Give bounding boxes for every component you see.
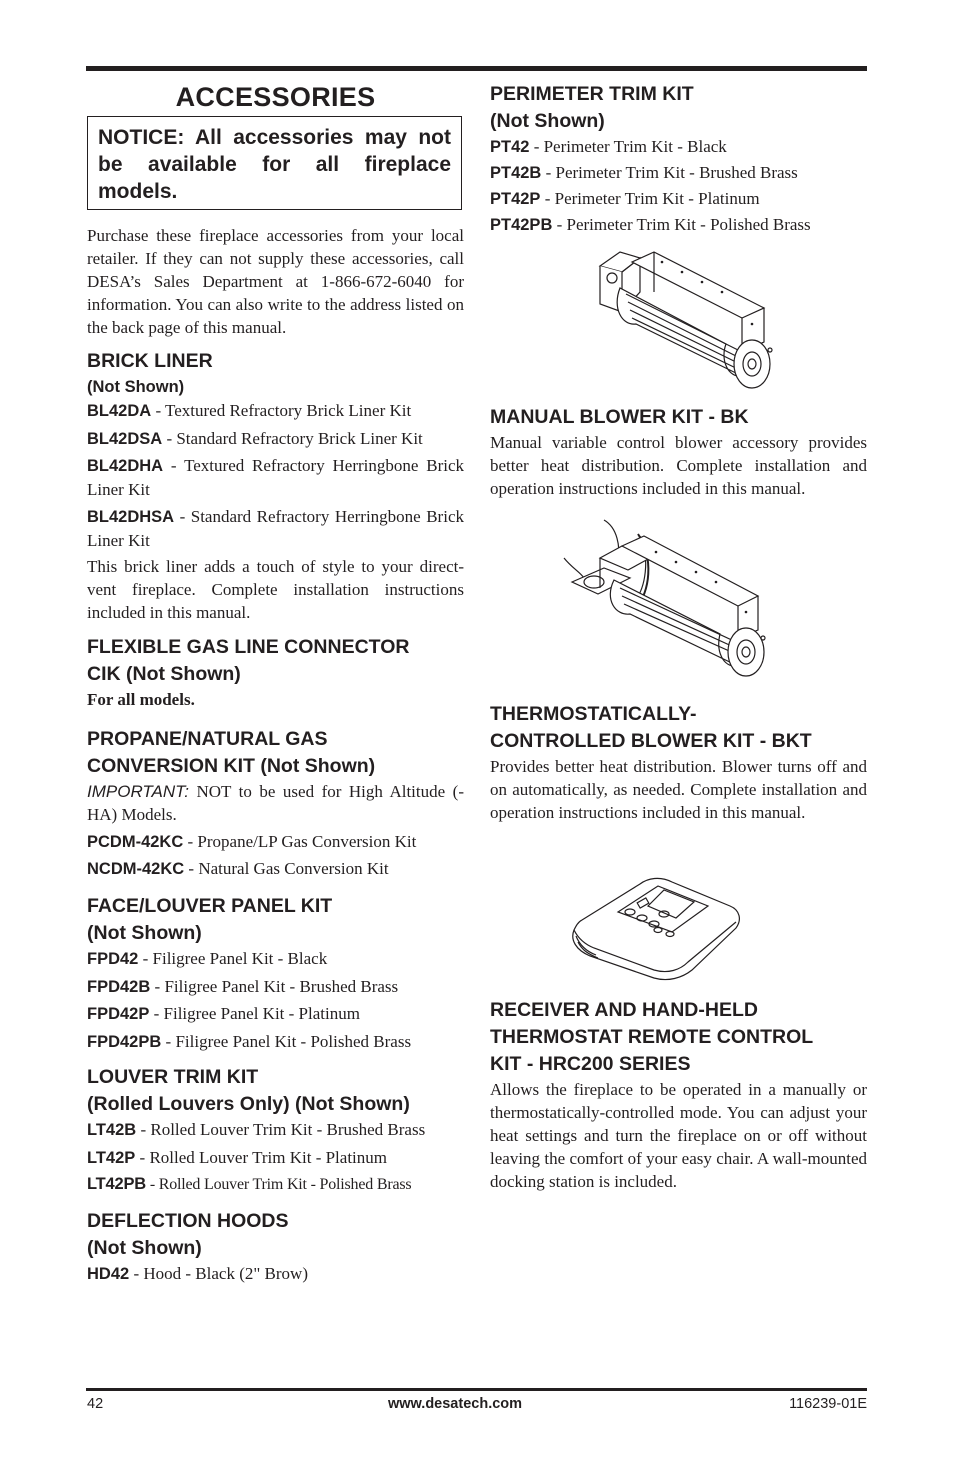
item-code: NCDM-42KC xyxy=(87,860,185,878)
section-flex-gas xyxy=(87,634,464,711)
notice-box: NOTICE: All accessories may not be available for all fireplace models. xyxy=(87,116,462,210)
section-heading: THERMOSTAT REMOTE CONTROL xyxy=(490,1026,814,1048)
item-code: LT42B xyxy=(87,1121,137,1139)
section-subheading: (Not Shown) xyxy=(87,378,185,396)
section-heading: THERMOSTATICALLY- xyxy=(490,703,697,725)
item-desc: - Rolled Louver Trim Kit - Platinum xyxy=(135,1147,387,1167)
item-desc: - Filigree Panel Kit - Platinum xyxy=(149,1004,360,1023)
section-heading: CONVERSION KIT (Not Shown) xyxy=(87,755,376,777)
list-item xyxy=(87,1262,464,1286)
item-desc: - Standard Refractory Brick Liner Kit xyxy=(162,428,423,448)
list-item xyxy=(87,427,464,451)
section-perimeter xyxy=(490,81,867,239)
top-rule xyxy=(86,66,867,71)
section-louver-trim xyxy=(87,1064,467,1200)
section-heading: FLEXIBLE GAS LINE CONNECTOR xyxy=(87,636,410,658)
section-heading: DEFLECTION HOODS xyxy=(87,1210,289,1232)
item-code: FPD42PB xyxy=(87,1032,162,1051)
list-item xyxy=(87,1030,464,1054)
item-code: FPD42B xyxy=(87,977,151,996)
item-code: BL42DHSA xyxy=(87,507,175,526)
remote-control-illustration xyxy=(568,866,744,984)
list-item xyxy=(87,1002,464,1026)
item-code: PT42B xyxy=(490,164,542,182)
section-deflection xyxy=(87,1208,464,1290)
list-item xyxy=(87,505,464,552)
item-code: LT42P xyxy=(87,1148,136,1167)
section-heading: BRICK LINER xyxy=(87,350,213,372)
intro-paragraph: Purchase these fireplace accessories from your local retailer. If they can not supply these accessories, call DESA’s Sales Department at 1-866-672-6040 for information. You can also write to the address listed on the back page of this manual. xyxy=(87,226,464,337)
list-item xyxy=(87,1173,467,1196)
section-heading: (Not Shown) xyxy=(87,922,202,944)
item-code: PT42PB xyxy=(490,216,553,234)
item-code: BL42DSA xyxy=(87,429,163,448)
list-item xyxy=(490,135,867,159)
list-item xyxy=(87,399,464,423)
item-desc: - Perimeter Trim Kit - Polished Brass xyxy=(552,215,811,234)
item-code: FPD42 xyxy=(87,950,139,968)
section-text: This brick liner adds a touch of style to your direct-vent fireplace. Complete installation instructions included in this manual. xyxy=(87,557,464,622)
list-item xyxy=(87,454,464,501)
section-text: Allows the fireplace to be operated in a manually or thermostatically-controlled mode. You can adjust your heat settings and turn the fireplace on or off without leaving the comfort of your easy chair. A wall-mounted docking station is included. xyxy=(490,1080,867,1191)
item-code: BL42DHA xyxy=(87,457,164,475)
list-item xyxy=(490,187,867,211)
important-note xyxy=(87,780,464,826)
important-label: IMPORTANT: xyxy=(87,782,189,801)
section-heading: MANUAL BLOWER KIT - BK xyxy=(490,406,749,428)
section-heading: RECEIVER AND HAND-HELD xyxy=(490,999,758,1021)
item-desc: - Perimeter Trim Kit - Brushed Brass xyxy=(541,163,798,182)
section-conversion xyxy=(87,726,464,885)
item-desc: - Propane/LP Gas Conversion Kit xyxy=(183,831,417,851)
item-desc: - Filigree Panel Kit - Polished Brass xyxy=(161,1031,412,1051)
blower-with-control-illustration xyxy=(560,518,780,693)
section-text: For all models. xyxy=(87,690,195,709)
section-brick-liner xyxy=(87,348,464,624)
section-heading: (Not Shown) xyxy=(87,1237,202,1259)
page-title: ACCESSORIES xyxy=(175,82,376,112)
item-desc: - Natural Gas Conversion Kit xyxy=(184,859,389,878)
item-code: PT42P xyxy=(490,190,541,208)
important-text: NOT to be used for High Altitude (-HA) Models. xyxy=(87,782,464,824)
bottom-rule xyxy=(86,1388,867,1391)
item-code: PCDM-42KC xyxy=(87,832,184,851)
list-item xyxy=(87,975,464,999)
list-item xyxy=(87,1146,467,1170)
item-desc: - Rolled Louver Trim Kit - Polished Brass xyxy=(146,1176,412,1193)
item-desc: - Rolled Louver Trim Kit - Brushed Brass xyxy=(136,1120,426,1139)
item-desc: - Textured Refractory Brick Liner Kit xyxy=(151,401,412,420)
section-heading: (Not Shown) xyxy=(490,110,605,132)
section-heading: KIT - HRC200 SERIES xyxy=(490,1053,691,1075)
item-desc: - Filigree Panel Kit - Brushed Brass xyxy=(150,976,399,996)
blower-illustration xyxy=(592,248,782,398)
document-number: 116239-01E xyxy=(789,1396,867,1412)
list-item xyxy=(87,1118,467,1142)
item-code: PT42 xyxy=(490,138,530,156)
list-item xyxy=(87,857,464,881)
section-text: Provides better heat distribution. Blower turns off and on automatically, as needed. Complete installation and operation instructions included in this manual. xyxy=(490,757,867,822)
section-heading: CIK (Not Shown) xyxy=(87,663,241,685)
section-heading: LOUVER TRIM KIT xyxy=(87,1066,259,1088)
section-thermo-blower xyxy=(490,701,867,824)
section-heading: PROPANE/NATURAL GAS xyxy=(87,728,328,750)
section-face-louver xyxy=(87,893,464,1057)
item-code: LT42PB xyxy=(87,1175,147,1193)
list-item xyxy=(490,213,867,237)
section-heading: CONTROLLED BLOWER KIT - BKT xyxy=(490,730,812,752)
item-code: HD42 xyxy=(87,1265,130,1283)
section-remote xyxy=(490,997,867,1193)
list-item xyxy=(87,830,464,854)
item-code: BL42DA xyxy=(87,402,152,420)
section-heading: FACE/LOUVER PANEL KIT xyxy=(87,895,333,917)
list-item xyxy=(490,161,867,185)
section-text: Manual variable control blower accessory provides better heat distribution. Complete installation and operation instructions included in this manual. xyxy=(490,433,867,498)
page-number: 42 xyxy=(87,1396,104,1412)
section-heading: PERIMETER TRIM KIT xyxy=(490,83,694,105)
item-desc: - Hood - Black (2" Brow) xyxy=(129,1264,308,1283)
item-code: FPD42P xyxy=(87,1005,150,1023)
item-desc: - Perimeter Trim Kit - Black xyxy=(529,137,727,156)
item-desc: - Textured Refractory Herringbone Brick Liner Kit xyxy=(87,456,464,499)
list-item xyxy=(87,947,464,971)
item-desc: - Filigree Panel Kit - Black xyxy=(138,949,328,968)
item-desc: - Standard Refractory Herringbone Brick Liner Kit xyxy=(87,506,464,550)
website-link[interactable]: www.desatech.com xyxy=(388,1396,523,1412)
section-manual-blower xyxy=(490,404,867,500)
section-heading: (Rolled Louvers Only) (Not Shown) xyxy=(87,1093,410,1115)
item-desc: - Perimeter Trim Kit - Platinum xyxy=(540,189,760,208)
